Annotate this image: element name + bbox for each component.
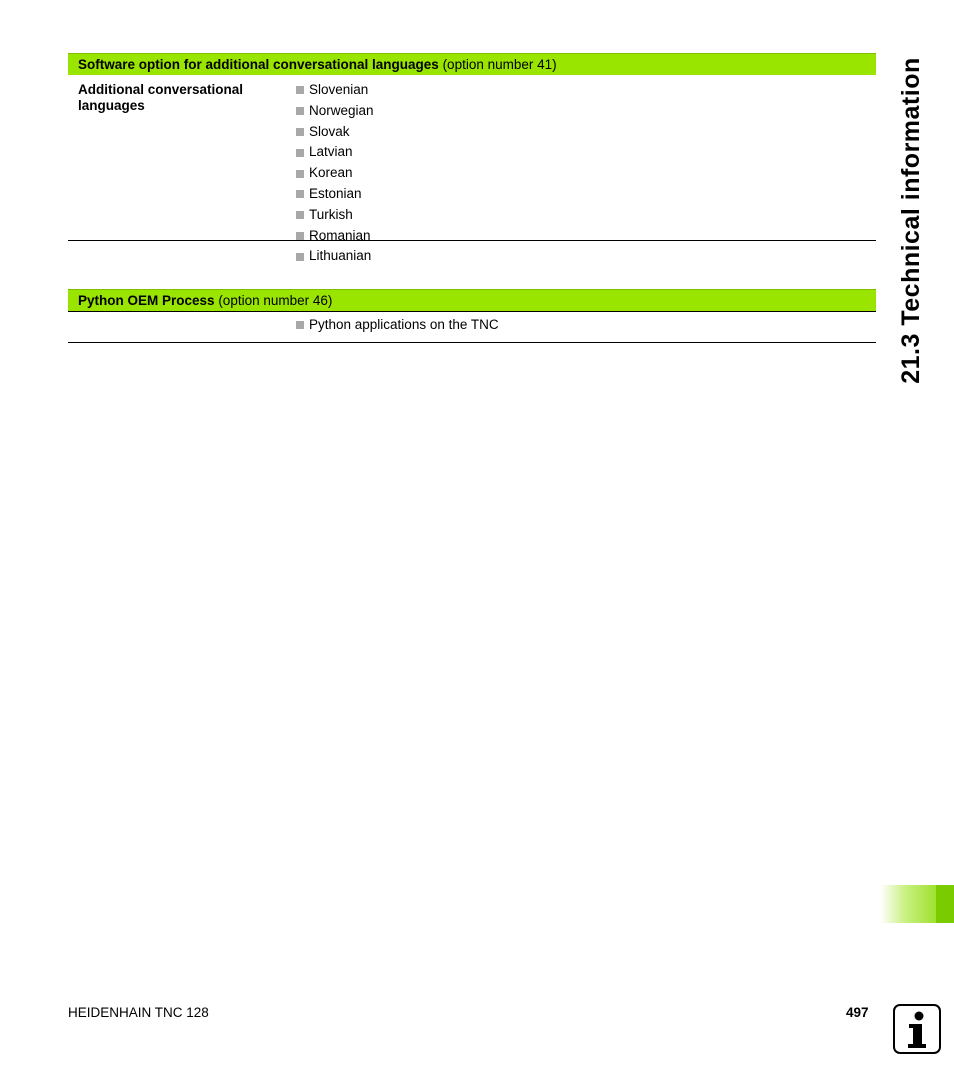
list-item: Lithuanian bbox=[296, 246, 876, 267]
row-values bbox=[296, 312, 876, 342]
row-label bbox=[68, 312, 296, 342]
list-item: Turkish bbox=[296, 205, 876, 226]
chapter-side-title: 21.3 Technical information bbox=[896, 56, 925, 384]
square-bullet-icon bbox=[296, 253, 304, 261]
square-bullet-icon bbox=[296, 86, 304, 94]
section-header-option: (option number 46) bbox=[218, 293, 333, 308]
square-bullet-icon bbox=[296, 211, 304, 219]
language-list bbox=[296, 80, 876, 267]
section-header-title: Software option for additional conversational languages bbox=[78, 57, 439, 72]
page-number: 497 bbox=[846, 1005, 869, 1020]
square-bullet-icon bbox=[296, 128, 304, 136]
footer-product: HEIDENHAIN TNC 128 bbox=[68, 1005, 209, 1020]
feature-list bbox=[296, 315, 876, 336]
list-item: Norwegian bbox=[296, 101, 876, 122]
square-bullet-icon bbox=[296, 190, 304, 198]
list-item: Slovenian bbox=[296, 80, 876, 101]
section-header-option: (option number 41) bbox=[442, 57, 557, 72]
square-bullet-icon bbox=[296, 321, 304, 329]
list-item: Python applications on the TNC bbox=[296, 315, 876, 336]
section-header bbox=[68, 53, 876, 75]
list-item: Latvian bbox=[296, 142, 876, 163]
list-item: Romanian bbox=[296, 226, 876, 247]
square-bullet-icon bbox=[296, 232, 304, 240]
square-bullet-icon bbox=[296, 170, 304, 178]
table-row bbox=[68, 311, 876, 343]
list-item: Slovak bbox=[296, 122, 876, 143]
row-values bbox=[296, 75, 876, 264]
square-bullet-icon bbox=[296, 107, 304, 115]
section-header bbox=[68, 289, 876, 311]
list-item: Korean bbox=[296, 163, 876, 184]
info-icon bbox=[893, 1004, 941, 1054]
section-python-oem bbox=[68, 289, 876, 343]
row-label: Additional conversational languages bbox=[78, 82, 244, 113]
section-header-title: Python OEM Process bbox=[78, 293, 215, 308]
table-row bbox=[68, 75, 876, 264]
section-language-options bbox=[68, 53, 876, 264]
list-item: Estonian bbox=[296, 184, 876, 205]
chapter-tab-marker bbox=[880, 885, 954, 923]
square-bullet-icon bbox=[296, 149, 304, 157]
